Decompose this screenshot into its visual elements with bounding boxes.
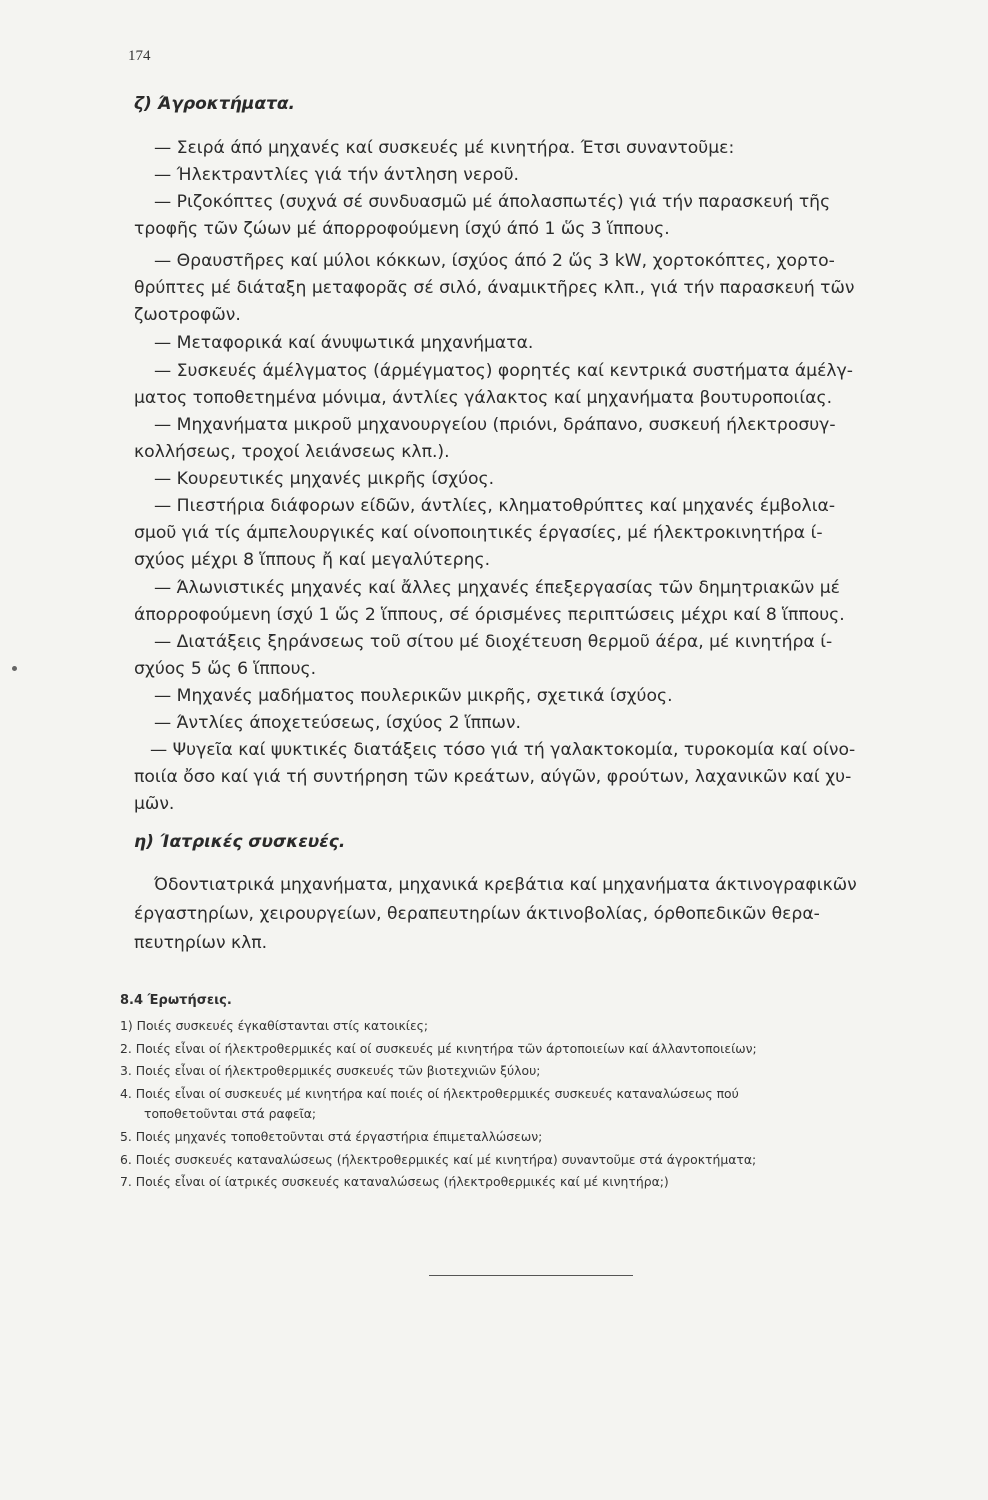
text-line: — Θραυστῆρες καί μύλοι κόκκων, ίσχύος άπό 2 ὥς 3 kW, χορτοκόπτες, χορτο- bbox=[154, 251, 835, 271]
text-line: τροφῆς τῶν ζώων μέ άπορροφούμενη ίσχύ άπό 1 ὥς 3 ἵππους. bbox=[134, 219, 670, 239]
question-line: 2. Ποιές εἶναι οί ήλεκτροθερμικές καί οί συσκευές μέ κινητήρα τῶν άρτοποιείων καί άλλαντοποιείων; bbox=[120, 1041, 757, 1056]
text-line: — Ψυγεῖα καί ψυκτικές διατάξεις τόσο γιά τή γαλακτοκομία, τυροκομία καί οίνο- bbox=[150, 740, 856, 760]
text-line: μῶν. bbox=[134, 794, 175, 814]
questions-title: 8.4 Έρωτήσεις. bbox=[120, 993, 232, 1008]
text-line: — Μηχανήματα μικροῦ μηχανουργείου (πριόνι, δράπανο, συσκευή ήλεκτροσυγ- bbox=[154, 415, 836, 435]
text-line: έργαστηρίων, χειρουργείων, θεραπευτηρίων άκτινοβολίας, όρθοπεδικῶν θερα- bbox=[134, 904, 820, 924]
text-line: ζωοτροφῶν. bbox=[134, 305, 241, 325]
text-line: — Μηχανές μαδήματος πουλερικῶν μικρῆς, σχετικά ίσχύος. bbox=[154, 686, 673, 706]
text-line: θρύπτες μέ διάταξη μεταφορᾶς σέ σιλό, άναμικτῆρες κλπ., γιά τήν παρασκευή τῶν bbox=[134, 278, 855, 298]
end-rule bbox=[429, 1275, 633, 1276]
section-mark: η) bbox=[134, 832, 154, 852]
text-line: σχύος 5 ὥς 6 ἵππους. bbox=[134, 659, 317, 679]
text-line: ποιία ὄσο καί γιά τή συντήρηση τῶν κρεάτων, αύγῶν, φρούτων, λαχανικῶν καί χυ- bbox=[134, 767, 852, 787]
question-line: 7. Ποιές εἶναι οί ίατρικές συσκευές καταναλώσεως (ήλεκτροθερμικές καί μέ κινητήρα;) bbox=[120, 1174, 669, 1189]
text-line: — Σειρά άπό μηχανές καί συσκευές μέ κινητήρα. Έτσι συναντοῦμε: bbox=[154, 138, 735, 158]
margin-dot bbox=[12, 666, 17, 671]
page-number: 174 bbox=[128, 48, 151, 64]
question-line: 1) Ποιές συσκευές έγκαθίστανται στίς κατοικίες; bbox=[120, 1018, 429, 1033]
section-mark: ζ) bbox=[134, 94, 152, 114]
text-line: άπορροφούμενη ίσχύ 1 ὥς 2 ἵππους, σέ όρισμένες περιπτώσεις μέχρι καί 8 ἵππους. bbox=[134, 605, 845, 625]
text-line: — Ήλεκτραντλίες γιά τήν άντληση νεροῦ. bbox=[154, 165, 519, 185]
question-line: 6. Ποιές συσκευές καταναλώσεως (ήλεκτροθερμικές καί μέ κινητήρα) συναντοῦμε στά άγροκτήματα; bbox=[120, 1152, 757, 1167]
question-line: 4. Ποιές εἶναι οί συσκευές μέ κινητήρα καί ποιές οί ήλεκτροθερμικές συσκευές καταναλώσεως πού bbox=[120, 1086, 739, 1101]
text-line: κολλήσεως, τροχοί λειάνσεως κλπ.). bbox=[134, 442, 450, 462]
section-heading-iatrikes bbox=[134, 832, 345, 852]
section-title: Άγροκτήματα. bbox=[157, 94, 296, 114]
text-line: σχύος μέχρι 8 ἵππους ἤ καί μεγαλύτερης. bbox=[134, 550, 491, 570]
section-title: Ίατρικές συσκευές. bbox=[159, 832, 346, 852]
question-line: τοποθετοῦνται στά ραφεῖα; bbox=[144, 1106, 317, 1121]
section-heading-agroktimata bbox=[134, 94, 295, 114]
text-line: πευτηρίων κλπ. bbox=[134, 933, 268, 953]
text-line: Όδοντιατρικά μηχανήματα, μηχανικά κρεβάτια καί μηχανήματα άκτινογραφικῶν bbox=[154, 875, 857, 895]
text-line: — Ριζοκόπτες (συχνά σέ συνδυασμῶ μέ άπολασπωτές) γιά τήν παρασκευή τῆς bbox=[154, 192, 831, 212]
text-line: — Κουρευτικές μηχανές μικρῆς ίσχύος. bbox=[154, 469, 495, 489]
text-line: — Πιεστήρια διάφορων είδῶν, άντλίες, κληματοθρύπτες καί μηχανές έμβολια- bbox=[154, 496, 836, 516]
text-line: — Άντλίες άποχετεύσεως, ίσχύος 2 ἵππων. bbox=[154, 713, 521, 733]
text-line: — Συσκευές άμέλγματος (άρμέγματος) φορητές καί κεντρικά συστήματα άμέλγ- bbox=[154, 361, 853, 381]
question-line: 3. Ποιές εἶναι οί ήλεκτροθερμικές συσκευές τῶν βιοτεχνιῶν ξύλου; bbox=[120, 1063, 541, 1078]
text-line: — Μεταφορικά καί άνυψωτικά μηχανήματα. bbox=[154, 333, 534, 353]
text-line: — Άλωνιστικές μηχανές καί ἄλλες μηχανές έπεξεργασίας τῶν δημητριακῶν μέ bbox=[154, 578, 840, 598]
text-line: — Διατάξεις ξηράνσεως τοῦ σίτου μέ διοχέτευση θερμοῦ άέρα, μέ κινητήρα ί- bbox=[154, 632, 833, 652]
text-line: σμοῦ γιά τίς άμπελουργικές καί οίνοποιητικές έργασίες, μέ ήλεκτροκινητήρα ί- bbox=[134, 523, 823, 543]
question-line: 5. Ποιές μηχανές τοποθετοῦνται στά έργαστήρια έπιμεταλλώσεων; bbox=[120, 1129, 543, 1144]
text-line: ματος τοποθετημένα μόνιμα, άντλίες γάλακτος καί μηχανήματα βουτυροποιίας. bbox=[134, 388, 833, 408]
